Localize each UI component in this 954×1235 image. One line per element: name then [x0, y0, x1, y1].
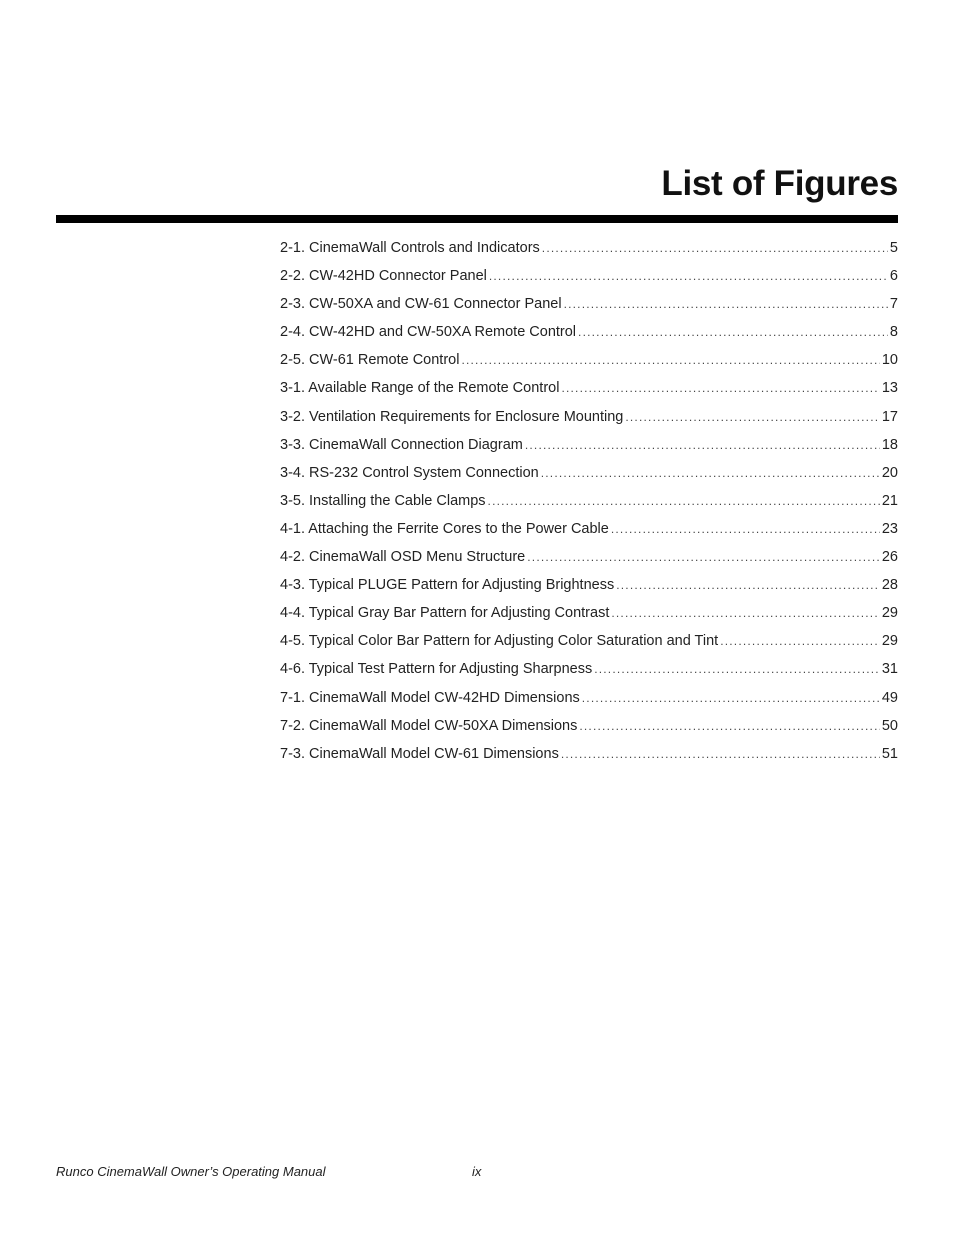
figure-page-number: 20	[881, 464, 898, 481]
figure-title: 3-4. RS-232 Control System Connection	[280, 464, 539, 481]
figure-entry[interactable]	[280, 487, 898, 515]
dot-leader	[488, 487, 880, 515]
dot-leader	[611, 599, 880, 627]
dot-leader	[594, 655, 880, 683]
figure-entry[interactable]	[280, 234, 898, 262]
figure-title: 3-5. Installing the Cable Clamps	[280, 492, 486, 509]
figure-entry[interactable]	[280, 431, 898, 459]
figure-entry[interactable]	[280, 571, 898, 599]
figure-title: 4-4. Typical Gray Bar Pattern for Adjusting Contrast	[280, 605, 610, 622]
figure-entry[interactable]	[280, 599, 898, 627]
figure-page-number: 10	[881, 352, 898, 369]
dot-leader	[582, 684, 880, 712]
figure-title: 7-3. CinemaWall Model CW-61 Dimensions	[280, 745, 559, 762]
figure-title: 4-6. Typical Test Pattern for Adjusting Sharpness	[280, 661, 593, 678]
figure-page-number: 6	[889, 268, 898, 285]
figure-page-number: 7	[889, 296, 898, 313]
dot-leader	[616, 571, 880, 599]
figure-title: 7-1. CinemaWall Model CW-42HD Dimensions	[280, 689, 580, 706]
dot-leader	[578, 318, 888, 346]
figure-title: 4-3. Typical PLUGE Pattern for Adjusting Brightness	[280, 577, 615, 594]
dot-leader	[489, 262, 888, 290]
figure-page-number: 50	[881, 717, 898, 734]
dot-leader	[541, 459, 880, 487]
figure-page-number: 23	[881, 520, 898, 537]
dot-leader	[564, 290, 888, 318]
figure-entry[interactable]	[280, 655, 898, 683]
dot-leader	[561, 374, 879, 402]
dot-leader	[525, 431, 880, 459]
figure-page-number: 49	[881, 689, 898, 706]
dot-leader	[542, 234, 888, 262]
figure-entry[interactable]	[280, 318, 898, 346]
footer-manual-title: Runco CinemaWall Owner’s Operating Manual	[56, 1164, 326, 1179]
figure-page-number: 17	[881, 408, 898, 425]
figure-entry[interactable]	[280, 346, 898, 374]
figure-page-number: 5	[889, 240, 898, 256]
figure-title: 3-3. CinemaWall Connection Diagram	[280, 436, 523, 453]
figure-entry[interactable]	[280, 262, 898, 290]
figure-title: 2-5. CW-61 Remote Control	[280, 352, 460, 369]
figure-page-number: 29	[881, 605, 898, 622]
title-rule	[56, 215, 898, 223]
figure-title: 4-1. Attaching the Ferrite Cores to the Power Cable	[280, 520, 609, 537]
figure-title: 2-4. CW-42HD and CW-50XA Remote Control	[280, 324, 577, 341]
figure-entry[interactable]	[280, 515, 898, 543]
figure-page-number: 21	[881, 492, 898, 509]
figure-entry[interactable]	[280, 684, 898, 712]
figure-entry[interactable]	[280, 712, 898, 740]
figure-title: 2-3. CW-50XA and CW-61 Connector Panel	[280, 296, 562, 313]
figure-title: 3-1. Available Range of the Remote Control	[280, 380, 560, 397]
figure-entry[interactable]	[280, 543, 898, 571]
dot-leader	[527, 543, 880, 571]
figure-page-number: 13	[881, 380, 898, 397]
dot-leader	[461, 346, 879, 374]
figure-title: 7-2. CinemaWall Model CW-50XA Dimensions	[280, 717, 578, 734]
figure-page-number: 18	[881, 436, 898, 453]
figure-title: 2-1. CinemaWall Controls and Indicators	[280, 240, 540, 256]
figure-list	[280, 234, 898, 768]
figure-title: 4-5. Typical Color Bar Pattern for Adjusting Color Saturation and Tint	[280, 633, 719, 650]
figure-title: 3-2. Ventilation Requirements for Enclosure Mounting	[280, 408, 624, 425]
figure-title: 4-2. CinemaWall OSD Menu Structure	[280, 549, 526, 566]
figure-title: 2-2. CW-42HD Connector Panel	[280, 268, 487, 285]
dot-leader	[561, 740, 880, 768]
dot-leader	[720, 627, 880, 655]
footer-page-number: ix	[472, 1164, 482, 1179]
figure-page-number: 31	[881, 661, 898, 678]
figure-page-number: 28	[881, 577, 898, 594]
figure-page-number: 26	[881, 549, 898, 566]
figure-entry[interactable]	[280, 374, 898, 402]
figure-entry[interactable]	[280, 459, 898, 487]
page-title: List of Figures	[661, 164, 898, 203]
dot-leader	[625, 403, 880, 431]
dot-leader	[579, 712, 880, 740]
figure-entry[interactable]	[280, 627, 898, 655]
figure-entry[interactable]	[280, 403, 898, 431]
figure-page-number: 29	[881, 633, 898, 650]
figure-entry[interactable]	[280, 290, 898, 318]
dot-leader	[611, 515, 880, 543]
figure-entry[interactable]	[280, 740, 898, 768]
figure-page-number: 51	[881, 745, 898, 762]
figure-page-number: 8	[889, 324, 898, 341]
